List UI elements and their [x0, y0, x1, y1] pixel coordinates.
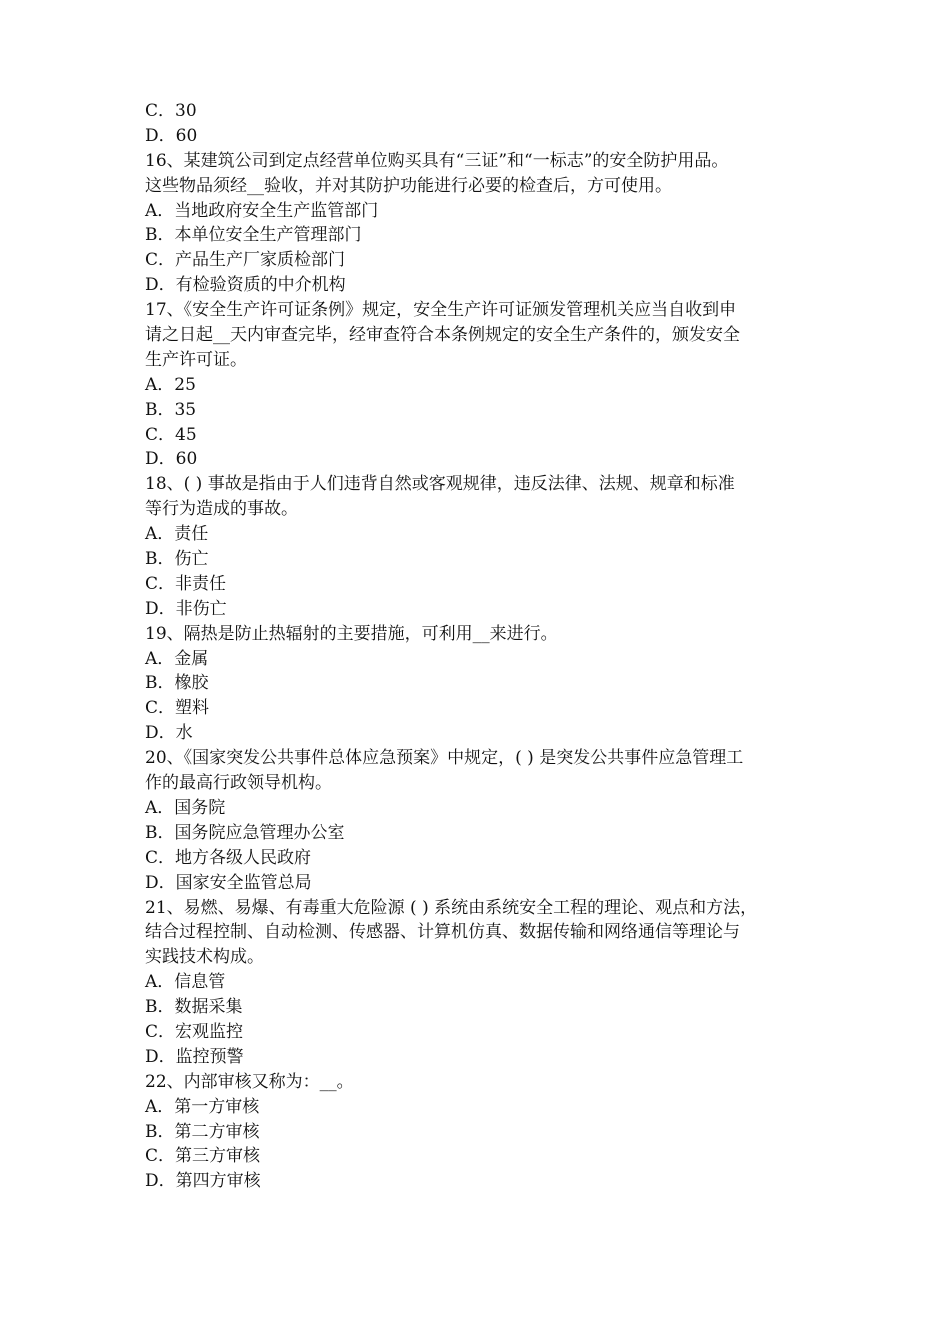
option-b-q18: B．伤亡 — [145, 549, 209, 570]
question-21-text: 结合过程控制、自动检测、传感器、计算机仿真、数据传输和网络通信等理论与 — [145, 922, 740, 943]
option-d-q15: D．60 — [145, 125, 198, 146]
option-d-q16: D．有检验资质的中介机构 — [145, 275, 346, 296]
question-18-text: 等行为造成的事故。 — [145, 499, 298, 520]
option-c-q18: C．非责任 — [145, 573, 227, 594]
option-a-q22: A．第一方审核 — [145, 1096, 260, 1117]
question-17-text: 17、《安全生产许可证条例》规定，安全生产许可证颁发管理机关应当自收到申 — [145, 300, 737, 321]
option-c-q22: C．第三方审核 — [145, 1146, 261, 1167]
option-c-q17: C．45 — [145, 424, 197, 445]
question-22-text: 22、内部审核又称为：__。 — [145, 1071, 354, 1092]
option-a-q19: A．金属 — [145, 648, 209, 669]
option-b-q22: B．第二方审核 — [145, 1121, 260, 1142]
question-21-text: 实践技术构成。 — [145, 947, 264, 968]
option-a-q20: A．国务院 — [145, 797, 226, 818]
option-a-q17: A．25 — [145, 374, 196, 395]
question-19-text: 19、隔热是防止热辐射的主要措施，可利用__来进行。 — [145, 623, 558, 644]
question-18-text: 18、( ) 事故是指由于人们违背自然或客观规律，违反法律、法规、规章和标准 — [145, 474, 735, 495]
question-20-text: 20、《国家突发公共事件总体应急预案》中规定，( ) 是突发公共事件应急管理工 — [145, 748, 744, 769]
question-21-text: 21、易燃、易爆、有毒重大危险源 ( ) 系统由系统安全工程的理论、观点和方法， — [145, 897, 758, 918]
question-17-text: 请之日起__天内审查完毕，经审查符合本条例规定的安全生产条件的，颁发安全 — [145, 325, 740, 346]
option-b-q16: B．本单位安全生产管理部门 — [145, 225, 362, 246]
document-page — [145, 99, 815, 1194]
option-b-q19: B．橡胶 — [145, 673, 209, 694]
option-d-q19: D．水 — [145, 723, 193, 744]
option-b-q17: B．35 — [145, 399, 197, 420]
option-b-q20: B．国务院应急管理办公室 — [145, 822, 345, 843]
question-20-text: 作的最高行政领导机构。 — [145, 773, 332, 794]
option-c-q16: C．产品生产厂家质检部门 — [145, 250, 346, 271]
option-d-q18: D．非伤亡 — [145, 598, 227, 619]
option-d-q21: D．监控预警 — [145, 1046, 244, 1067]
question-17-text: 生产许可证。 — [145, 349, 247, 370]
option-c-q19: C．塑料 — [145, 698, 210, 719]
option-a-q21: A．信息管 — [145, 972, 226, 993]
option-c-q15: C．30 — [145, 101, 197, 121]
option-c-q21: C．宏观监控 — [145, 1021, 244, 1042]
option-d-q20: D．国家安全监管总局 — [145, 872, 312, 893]
option-b-q21: B．数据采集 — [145, 997, 243, 1018]
option-a-q18: A．责任 — [145, 524, 209, 545]
question-16-text: 16、某建筑公司到定点经营单位购买具有“三证”和“一标志”的安全防护用品。 — [145, 150, 729, 171]
question-16-text: 这些物品须经__验收，并对其防护功能进行必要的检查后，方可使用。 — [145, 175, 672, 196]
option-d-q22: D．第四方审核 — [145, 1171, 261, 1192]
option-d-q17: D．60 — [145, 449, 198, 470]
option-a-q16: A．当地政府安全生产监管部门 — [145, 200, 379, 221]
option-c-q20: C．地方各级人民政府 — [145, 847, 312, 868]
